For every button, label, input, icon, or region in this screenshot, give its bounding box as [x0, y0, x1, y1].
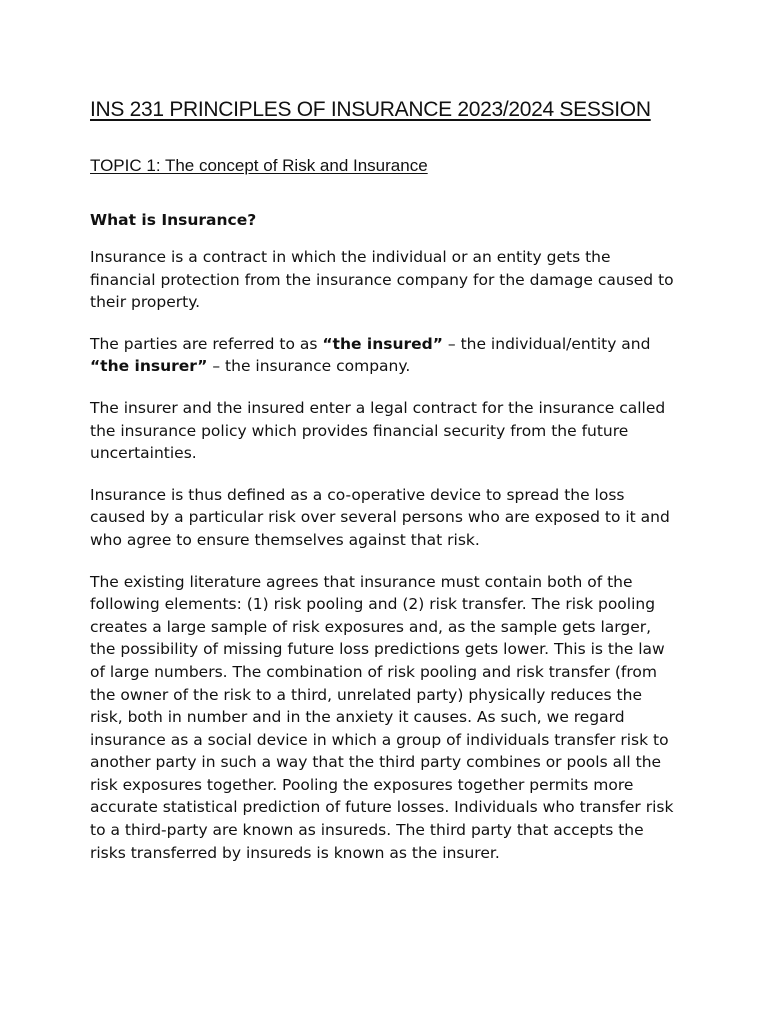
term-the-insured: “the insured” [322, 334, 443, 353]
paragraph-risk-pooling: The existing literature agrees that insurance must contain both of the following elements: (1) risk pooling and (2) risk transfer. The risk pooling creates a large sample of risk exposures and, as the sample gets larger, the possibility of missing future loss predictions gets lower. This is the law of large numbers. The combination of risk pooling and risk transfer (from the owner of the risk to a third, unrelated party) physically reduces the risk, both in number and in the anxiety it causes. As such, we regard insurance as a social device in which a group of individuals transfer risk to another party in such a way that the third party combines or pools all the risk exposures together. Pooling the exposures together permits more accurate statistical prediction of future losses. Individuals who transfer risk to a third-party are known as insureds. The third party that accepts the risks transferred by insureds is known as the insurer. [90, 572, 674, 862]
paragraph-definition: Insurance is a contract in which the individual or an entity gets the financial protection from the insurance company for the damage caused to their property. [90, 248, 674, 312]
document-title: INS 231 PRINCIPLES OF INSURANCE 2023/2024 SESSION [90, 98, 651, 121]
paragraph-policy: The insurer and the insured enter a legal contract for the insurance called the insurance policy which provides financial security from the future uncertainties. [90, 398, 666, 463]
paragraph-parties-text-1: The parties are referred to as [90, 334, 323, 353]
term-the-insurer: “the insurer” [90, 357, 208, 376]
paragraph-parties-text-2: – the individual/entity and [442, 334, 651, 353]
topic-heading: TOPIC 1: The concept of Risk and Insurance [90, 156, 428, 175]
paragraph-parties [90, 333, 678, 378]
section-heading: What is Insurance? [90, 211, 257, 229]
paragraph-cooperative-device: Insurance is thus defined as a co-operative device to spread the loss caused by a particular risk over several persons who are exposed to it and who agree to ensure themselves against that risk. [90, 485, 670, 549]
paragraph-parties-text-3: – the insurance company. [207, 357, 411, 376]
